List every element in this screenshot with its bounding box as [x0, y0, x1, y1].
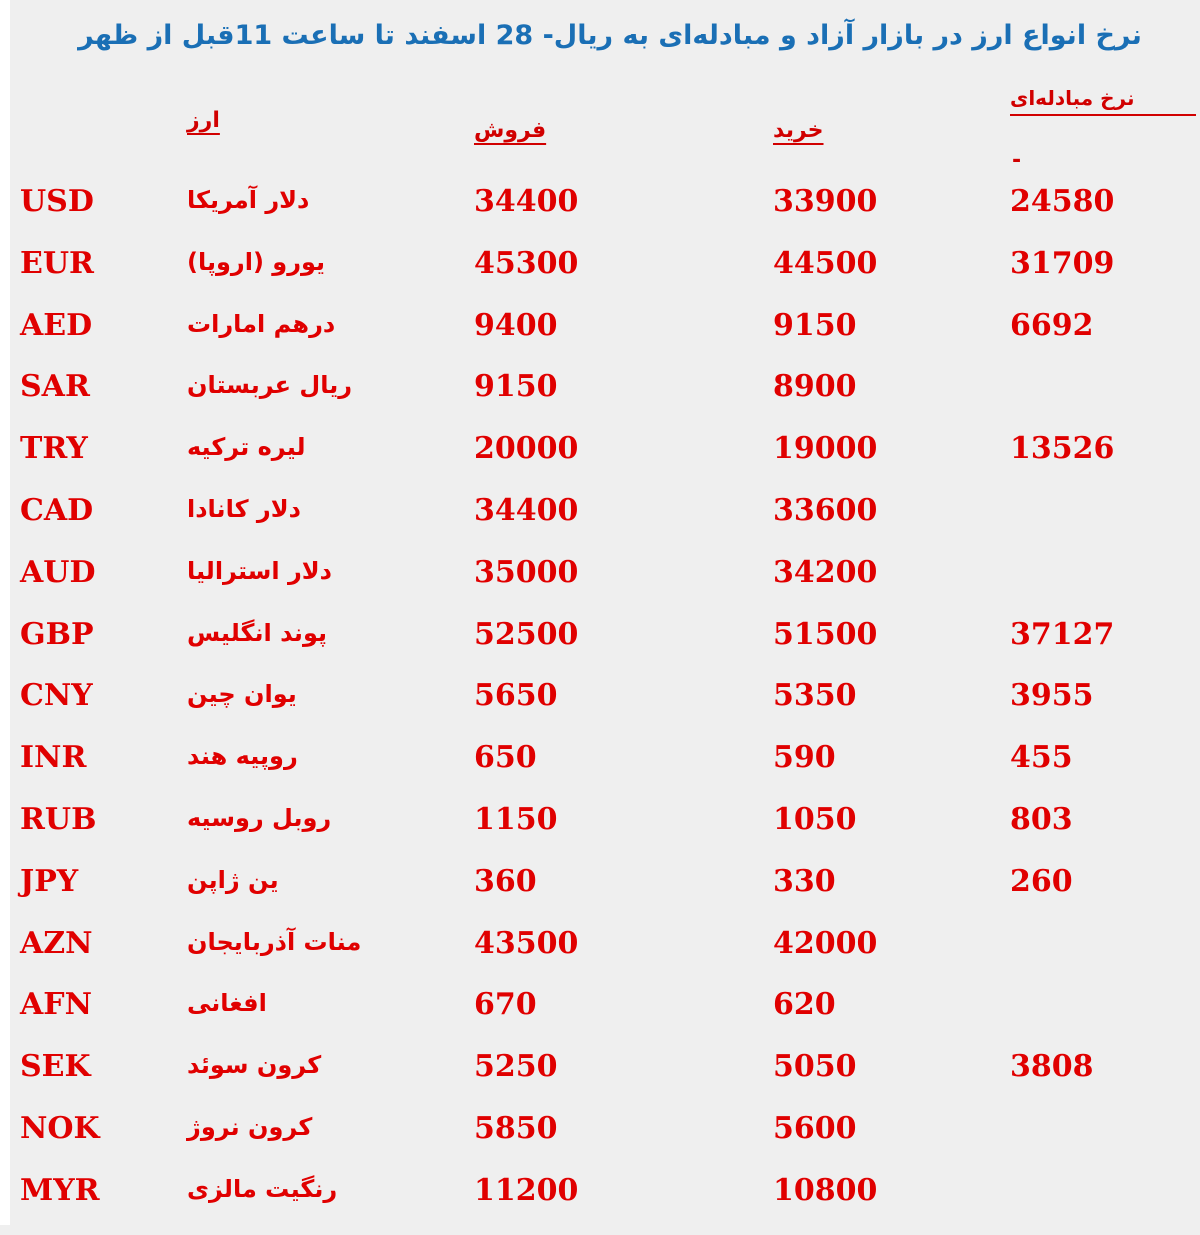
currency-name: رنگیت مالزی	[187, 1174, 338, 1203]
table-row	[0, 740, 1200, 802]
currency-code: AFN	[20, 987, 92, 1023]
exchange-rate: 37127	[1010, 616, 1115, 652]
currency-name: ین ژاپن	[187, 865, 279, 894]
currency-name: پوند انگلیس	[187, 618, 328, 647]
buy-price: 330	[773, 863, 836, 899]
currency-name: کرون نروژ	[187, 1113, 313, 1141]
buy-price: 8900	[773, 369, 857, 405]
page-title: نرخ انواع ارز در بازار آزاد و مبادله‌ای به ریال- 28 اسفند تا ساعت 11قبل از ظهر	[78, 20, 1142, 51]
table-row	[0, 926, 1200, 988]
currency-code: INR	[20, 740, 87, 776]
buy-price: 42000	[773, 925, 878, 961]
currency-code: MYR	[20, 1172, 100, 1208]
currency-name: یوان چین	[187, 680, 297, 709]
sell-price: 45300	[474, 245, 579, 281]
currency-name: لیره ترکیه	[187, 433, 306, 462]
buy-price: 5050	[773, 1049, 857, 1085]
currency-name: دلار کانادا	[187, 495, 301, 523]
table-row	[0, 308, 1200, 370]
exchange-rate: 13526	[1010, 431, 1115, 467]
table-row	[0, 678, 1200, 740]
table-row	[0, 369, 1200, 431]
currency-code: RUB	[20, 802, 97, 837]
header-exchange-rate: نرخ مبادله‌ای	[1010, 86, 1196, 116]
buy-price: 620	[773, 987, 836, 1023]
table-row	[0, 246, 1200, 308]
header-exchange-dash: -	[1012, 148, 1022, 173]
currency-name: روبل روسیه	[187, 804, 332, 832]
currency-name: ریال عربستان	[187, 371, 353, 400]
sell-price: 9150	[474, 369, 558, 405]
exchange-rate: 24580	[1010, 184, 1115, 219]
buy-price: 51500	[773, 616, 878, 652]
table-row	[0, 802, 1200, 864]
currency-code: NOK	[20, 1111, 100, 1146]
currency-code: AED	[20, 307, 93, 343]
table-row	[0, 617, 1200, 679]
buy-price: 1050	[773, 802, 857, 837]
sell-price: 1150	[474, 802, 558, 837]
sell-price: 34400	[474, 184, 579, 219]
currency-code: CNY	[20, 678, 93, 714]
exchange-rate: 260	[1010, 863, 1073, 899]
sell-price: 5250	[474, 1049, 558, 1085]
sell-price: 650	[474, 740, 537, 776]
currency-code: JPY	[20, 863, 79, 899]
sell-price: 670	[474, 987, 537, 1023]
currency-code: EUR	[20, 245, 94, 281]
buy-price: 44500	[773, 245, 878, 281]
buy-price: 5350	[773, 678, 857, 714]
table-row	[0, 864, 1200, 926]
table-row	[0, 555, 1200, 617]
currency-name: روپیه هند	[187, 742, 298, 771]
sell-price: 9400	[474, 307, 558, 343]
exchange-rate: 6692	[1010, 307, 1094, 343]
currency-name: افغانی	[187, 989, 267, 1018]
currency-name: یورو (اروپا)	[187, 247, 326, 276]
currency-code: AUD	[20, 554, 96, 590]
table-row	[0, 1111, 1200, 1173]
sell-price: 43500	[474, 925, 579, 961]
exchange-rate: 455	[1010, 740, 1073, 776]
buy-price: 33600	[773, 493, 878, 528]
table-row	[0, 431, 1200, 493]
currency-name: دلار استرالیا	[187, 556, 332, 585]
buy-price: 34200	[773, 554, 878, 590]
exchange-rate: 803	[1010, 802, 1073, 837]
header-buy: خرید	[773, 118, 824, 143]
table-row	[0, 1049, 1200, 1111]
sell-price: 11200	[474, 1172, 579, 1208]
exchange-rate: 31709	[1010, 245, 1115, 281]
buy-price: 5600	[773, 1111, 857, 1146]
buy-price: 33900	[773, 184, 878, 219]
buy-price: 590	[773, 740, 836, 776]
currency-name: منات آذربایجان	[187, 927, 362, 956]
table-row	[0, 1173, 1200, 1235]
sell-price: 20000	[474, 431, 579, 467]
sell-price: 360	[474, 863, 537, 899]
buy-price: 19000	[773, 431, 878, 467]
currency-code: USD	[20, 184, 94, 219]
sell-price: 35000	[474, 554, 579, 590]
buy-price: 9150	[773, 307, 857, 343]
sell-price: 5650	[474, 678, 558, 714]
table-row	[0, 184, 1200, 246]
table-row	[0, 493, 1200, 555]
exchange-rate: 3808	[1010, 1049, 1094, 1085]
header-currency-name: ارز	[187, 108, 220, 133]
header-sell: فروش	[474, 118, 547, 143]
exchange-rate: 3955	[1010, 678, 1094, 714]
currency-code: CAD	[20, 493, 94, 528]
currency-code: SAR	[20, 369, 90, 405]
currency-code: TRY	[20, 431, 88, 467]
sell-price: 52500	[474, 616, 579, 652]
buy-price: 10800	[773, 1172, 878, 1208]
currency-code: GBP	[20, 616, 94, 652]
currency-code: SEK	[20, 1049, 91, 1085]
currency-name: کرون سوئد	[187, 1051, 322, 1080]
currency-name: درهم امارات	[187, 309, 336, 338]
sell-price: 5850	[474, 1111, 558, 1146]
currency-name: دلار آمریکا	[187, 186, 310, 214]
table-row	[0, 987, 1200, 1049]
sell-price: 34400	[474, 493, 579, 528]
currency-code: AZN	[20, 925, 93, 961]
